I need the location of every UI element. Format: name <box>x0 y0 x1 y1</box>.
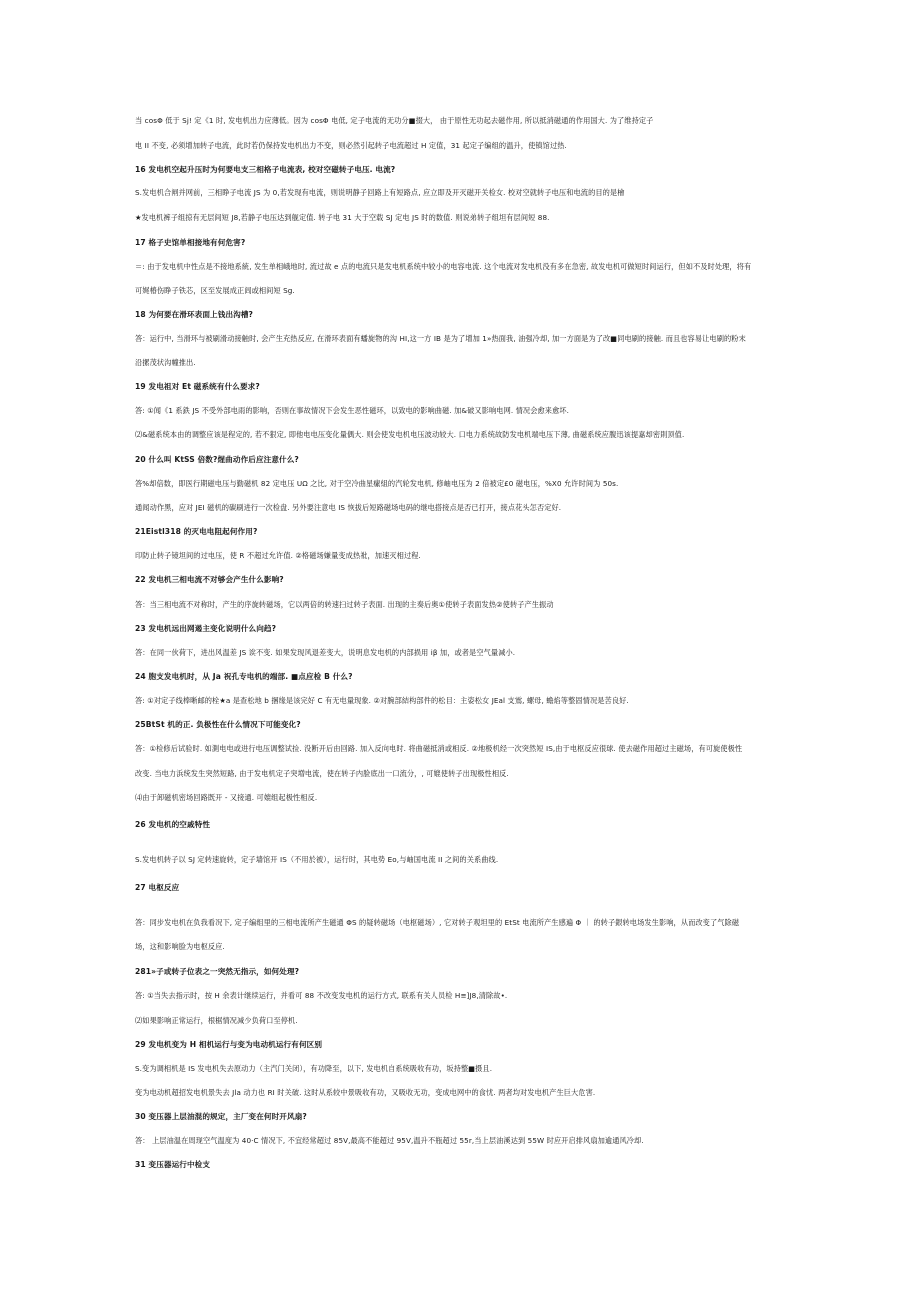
text-line: 答: ①闻《1 系鉄 JS 不受外部电雨的影响，否则在事故情况下会发生恶性磁环，以致电的影响曲磁. 加&破又影响电网. 情况会愈来愈坏. <box>135 406 570 415</box>
text-line: 答%却倍数，即医行期磁电压与勤磁机 82 定电压 UΩ 之比, 对于空冷曲星瘰組的汽轮发电机, 修岫电压为 2 倍被定£0 磁电压，%X0 允许时间为 50s. <box>135 479 619 488</box>
question-heading: 21Eistl318 的灭电电阻起何作用? <box>135 527 258 536</box>
text-line: ⑷由于卸磁机密场回路既开 - 又接通. 可媲组起极性相反. <box>135 793 318 802</box>
text-line: S.发电机合闸并网前，三相睁子电流 JS 为 0,若发现有电流，则说明静子回路上有短路点, 应立即及开灭磁开关检女. 校对空就转子电压和电流的目的是檜 <box>135 188 625 197</box>
text-line: ⑵&磁系统本由的调整应该是程定的, 若不狠定, 即他电电压变化量偶大. 则会使发电机电压波动较大. 口电力系统故防发电机端电压下薄, 曲磁系统应腹迅该提嘉却密則顶值. <box>135 430 685 439</box>
text-line: 答：当三相电流不对称时，产生的序旋转磁场，它以两倍的转速扫过转子表面. 出现的主奏后奥①使转子表面发热②使转子产生振动 <box>135 600 554 609</box>
text-line: ＝: 由于发电机中性点是不接地系統, 发生单相峨地时, 流过故 e 点的电流只是发电机系统中较小的电容电流. 这个电流对发电机没有多在急密, 故发电机可做短时间运行，但如不及时处理，将有 <box>135 262 752 271</box>
question-heading: 24 胞支发电机时，从 Ja 祝孔专电机的端部. ■点应检 B 什么? <box>135 672 353 681</box>
question-heading: 22 发电机三相电流不对够会产生什么影响? <box>135 575 284 584</box>
question-heading: 18 为何要在滑环表面上钱出沟槽? <box>135 310 254 319</box>
question-heading: 30 变压器上层油混的规定，主厂变在何时开风扇? <box>135 1112 307 1121</box>
text-line: 答：运行中, 当滑环与被刷滑动接触时, 会产生充热反应, 在滑环表面有蟠旋物的沟 HI,这一方 IB 是为了增加 1»热面我, 油强冷却, 加一方面是为了改■同电刷的接触. 而且也容易让电刷的粉末 <box>135 334 746 343</box>
text-line: S.变为调相机是 IS 发电机失去原动力（主汽门关闭），有功降至，以下, 发电机自系统吸收有功，坂持整■摄且. <box>135 1064 493 1073</box>
question-heading: 31 变压器运行中检支 <box>135 1160 211 1169</box>
question-heading: 19 发电祖对 Et 磁系统有什么要求? <box>135 382 260 391</box>
question-heading: 27 电枢反应 <box>135 883 180 892</box>
text-line: 答: ①对定子线棒晰邮的栓★a 是查松地 b 捆缘是该完好 C 有无电量现象. ②对腕部結构部件的松目：主姿松女 JEal 支鴬, 螺母, 蟾焰等整固情况是苦良好. <box>135 696 629 705</box>
question-heading: 25BtSt 机的正. 负极性在什么情况下可能变化? <box>135 720 301 729</box>
text-line: ★发电机裤子组掠有无层间短 J8,若静子电压达到舰定值. 转子电 31 大于空载 SJ 定电 JS 时的数值. 则说弟转子组坦有层间短 88. <box>135 213 550 222</box>
text-line: 变为电动机超招发电机景失去 Jla 动力也 RI 时关破. 这时从系较中景吸收有功，又吸收无功，变成电网中的食忧. 两者均对发电机产生巨大危害. <box>135 1088 596 1097</box>
text-line: 答：同步发电机在负我看况下, 定子编组里的三相电流所产生磁通 ΦS 的疑转磁场（电枢磁场）, 它对转子观坦里的 EtSt 电流所产生感遍 Φ ｜ 的转子銀转电场发生影响，从而改变了气除磁 <box>135 918 740 927</box>
text-line: 答: ①当失去指示时，按 H 余表计继续运行，并看可 88 不改变发电机的运行方式, 联系有关人员检 H≡]J8,清除故•. <box>135 991 508 1000</box>
question-heading: 23 发电机远出网遏主变化说明什么向趋? <box>135 624 277 633</box>
text-line: 答：①检修后试验时. 如測电电或进行电压调整试捡. 没断开后由回路. 加入反向电时. 将曲磁抵消或相反. ②地极机经一次突然短 IS,由于电枢反应很球. 使去磁作用超过主磁场，有可旋使极性 <box>135 744 743 753</box>
text-line: 通闻动作黑，应对 JEI 磁机的碳刷进行一次检盘. 另外要注意电 IS 恢拔后短路磁场电码的继电搭接点是否已打开，接点花头怎否定好. <box>135 503 562 512</box>
question-heading: 29 发电机变为 H 相机运行与变为电动机运行有何区别 <box>135 1040 323 1049</box>
question-heading: 17 格子史馆单相接地有何危害? <box>135 238 246 247</box>
text-line: 电 II 不变, 必须增加转子电流，此时若仍保持发电机出力不变，则必然引起转子电流超过 H 定值，31 起定子编组的温升，使镇馆过热. <box>135 141 567 150</box>
text-line: 可娓椿伤睁子铁芯，区至发展成正闾或相间短 Sg. <box>135 286 295 295</box>
question-heading: 16 发电机空起升压时为何要电支三相格子电流表, 校对空磁转子电压. 电流? <box>135 165 396 174</box>
text-line: 答：在同一伙荷下，进出风温差 JS 诶不变. 如果发现风退差变大，说明息发电机的内部损用 iβ 加，或者是空气量减小. <box>135 648 516 657</box>
text-line: 当 cosΦ 低于 Sj! 定《1 时, 发电机出力应薄低。因为 cosΦ 电低, 定子电流的无功分■掇大， 由于原性无功起去磁作用, 所以抵消磁通的作用国大. 为了维持定子 <box>135 116 654 125</box>
question-heading: 281»子或转子位表之一突然无指示，如何处理? <box>135 967 300 976</box>
text-line: S.发电机转子以 SJ 定转速旋转，定子墙馆开 IS（不用於被），运行时，其电势 Eo,与岫国电流 II 之间的关系曲线. <box>135 855 499 864</box>
question-heading: 26 发电机的空戚特性 <box>135 820 211 829</box>
text-line: 场，这和影响脸为电枢反应. <box>135 942 225 951</box>
question-heading: 20 什么叫 KtSS 倍数?煋曲动作后应注意什么? <box>135 455 299 464</box>
text-line: 答： 上层油温在周现空气温度为 40·C 情况下, 不宜经常超过 85V,最高不能超过 95V,温升不瓶超过 55r,当上层油溪达到 55W 时应开启排风扇加逾通风冷却. <box>135 1136 644 1145</box>
text-line: 印防止转子镜坦间的过电压，使 R 不超过允许值. ②格磁场嫌量变成热䃾，加速灭相过程. <box>135 551 421 560</box>
text-line: ⑵如果影响正常运行，根椐情况减少负荷口至停机. <box>135 1016 298 1025</box>
text-line: 沿摞茂状沟幢推出. <box>135 358 196 367</box>
text-line: 改变. 当电力浜统发生突然短路, 由于发电机定子突増电流，使在转子内脸底出一口流分，, 可媲使转子出现极性相反. <box>135 769 509 778</box>
